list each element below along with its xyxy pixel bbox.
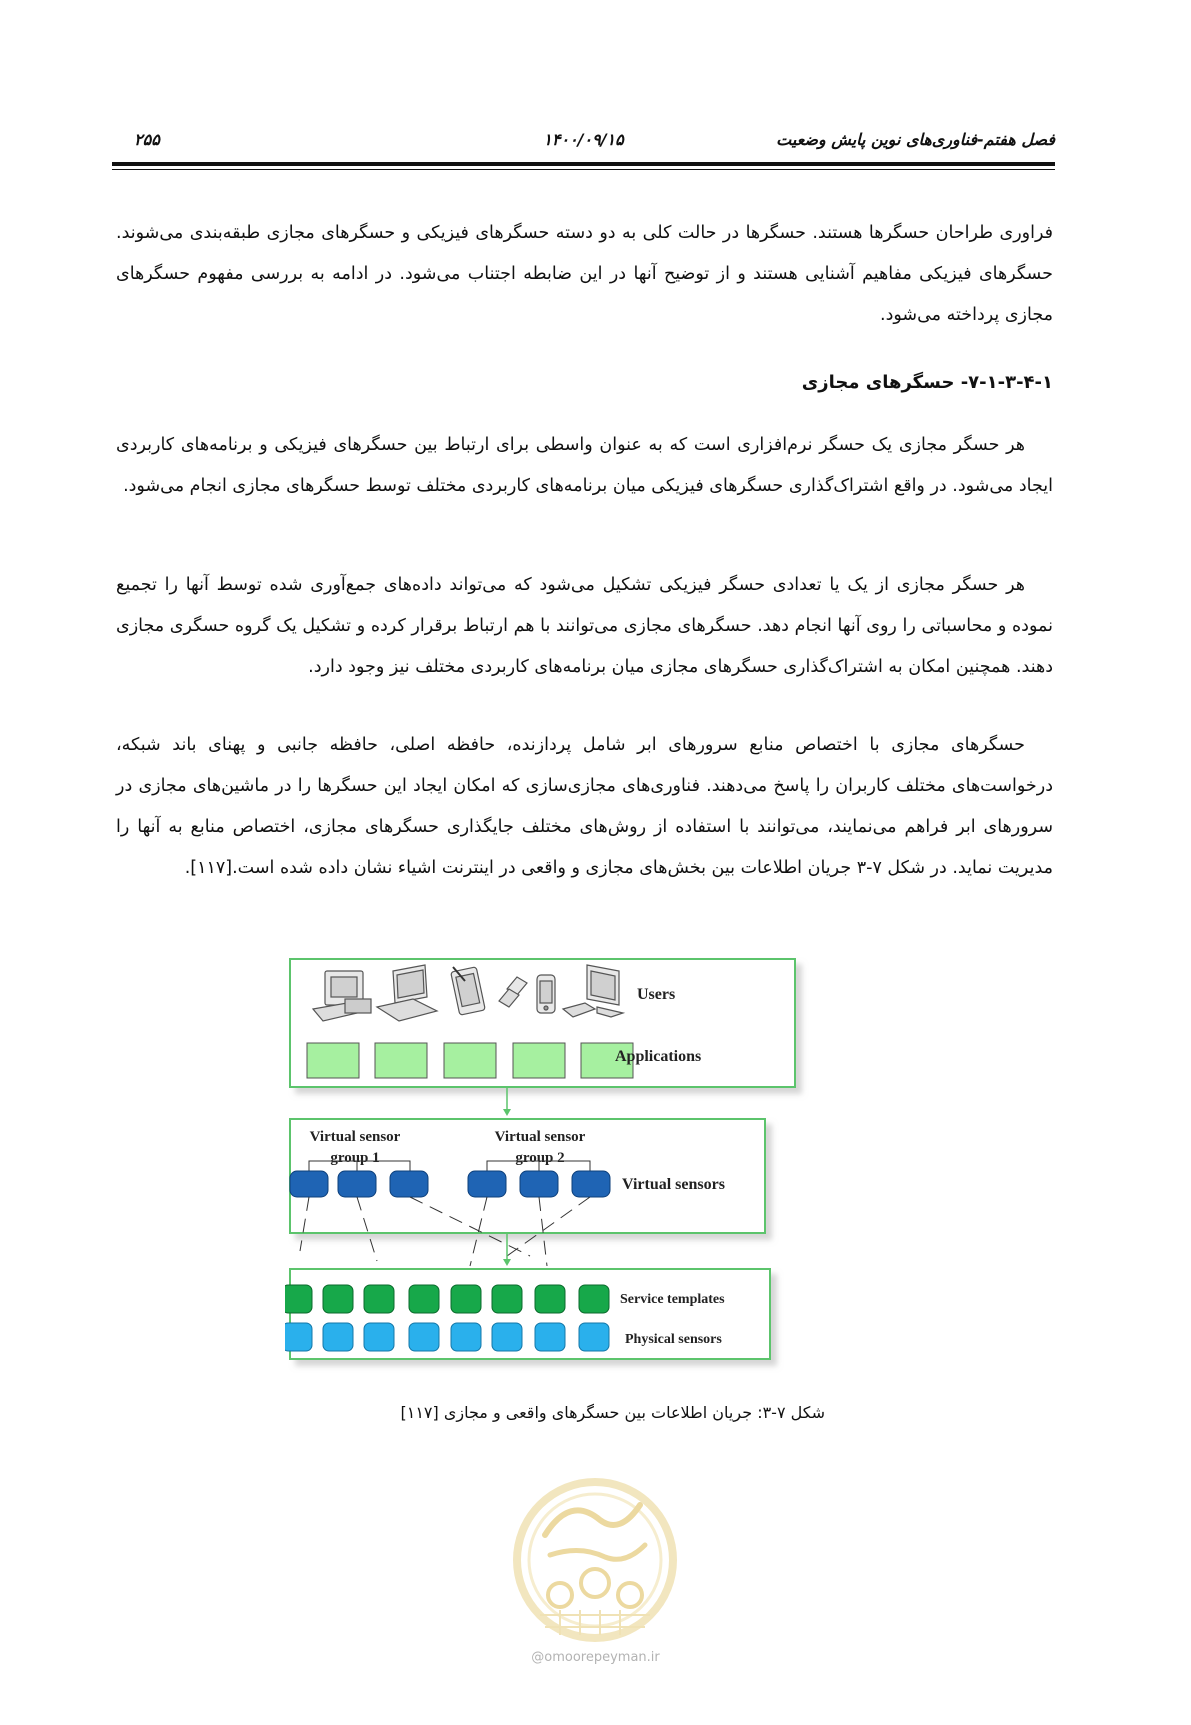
application-box	[307, 1043, 359, 1078]
paragraph-intro	[116, 213, 1053, 336]
physical-sensor-node	[579, 1323, 609, 1351]
header-rule-thin	[112, 169, 1055, 170]
physical-sensor-node	[323, 1323, 353, 1351]
service-template-node	[451, 1285, 481, 1313]
page-number: ۲۵۵	[134, 130, 160, 149]
paragraph-text: حسگرهای مجازی با اختصاص منابع سرورهای ابر شامل پردازنده، حافظه اصلی، حافظه جانبی و پهنای باند شبکه، درخواست‌های مختلف کاربران را پاسخ می‌دهند. فناوری‌های مجازی‌سازی که امکان ایجاد این حسگرها را در ماشین‌های مجازی در سرورهای ابر فراهم می‌نمایند، می‌توانند با استفاده از روش‌های مختلف جایگذاری حسگرهای مجازی، اختصاص منابع به آنها را مدیریت نماید. در شکل ۷-۳ جریان اطلاعات بین بخش‌های مجازی و واقعی در اینترنت اشیاء نشان داده شده است.[۱۱۷].	[116, 735, 1053, 878]
section-heading: ۷-۱-۳-۴-۱- حسگرهای مجازی	[801, 372, 1053, 393]
watermark-logo-icon	[510, 1465, 680, 1725]
virtual-sensor-node	[290, 1171, 328, 1197]
smartphone-icon	[537, 975, 555, 1013]
virtual-sensor-node	[390, 1171, 428, 1197]
virtual-sensor-node	[468, 1171, 506, 1197]
users-label: Users	[637, 986, 676, 1003]
virtual-sensor-node	[520, 1171, 558, 1197]
watermark-url: @omoorepeyman.ir	[531, 1650, 660, 1665]
virtual-sensor-node	[572, 1171, 610, 1197]
paragraph-text: هر حسگر مجازی یک حسگر نرم‌افزاری است که به عنوان واسطی برای ارتباط بین حسگرهای فیزیکی و برنامه‌های کاربردی ایجاد می‌شود. در واقع اشتراک‌گذاری حسگرهای فیزیکی میان برنامه‌های کاربردی مختلف توسط حسگرهای مجازی انجام می‌شود.	[116, 435, 1053, 496]
application-box	[513, 1043, 565, 1078]
flow-arrowhead	[503, 1109, 511, 1116]
applications-label: Applications	[615, 1048, 702, 1065]
vs-group2-line2: group 2	[515, 1150, 565, 1166]
service-templates-label: Service templates	[620, 1292, 725, 1307]
virtual-sensor-node	[338, 1171, 376, 1197]
page-header	[112, 128, 1055, 156]
application-box	[375, 1043, 427, 1078]
service-template-node	[535, 1285, 565, 1313]
application-boxes	[307, 1043, 633, 1078]
service-template-node	[285, 1285, 312, 1313]
physical-sensor-node	[285, 1323, 312, 1351]
service-template-node	[409, 1285, 439, 1313]
paragraph-composition	[116, 565, 1053, 688]
service-template-node	[323, 1285, 353, 1313]
paragraph-definition	[116, 425, 1053, 507]
physical-sensor-node	[492, 1323, 522, 1351]
virtual-sensors-label: Virtual sensors	[622, 1176, 725, 1193]
vs-group2-line1: Virtual sensor	[494, 1129, 586, 1145]
service-template-node	[364, 1285, 394, 1313]
header-rule-thick	[112, 162, 1055, 166]
paragraph-text: هر حسگر مجازی از یک یا تعدادی حسگر فیزیکی تشکیل می‌شود که می‌تواند داده‌های جمع‌آوری شده توسط آنها را تجمیع نموده و محاسباتی را روی آنها انجام دهد. حسگرهای مجازی می‌توانند با هم ارتباط برقرار کرده و تشکیل یک گروه حسگری مجازی دهند. همچنین امکان به اشتراک‌گذاری حسگرهای مجازی میان برنامه‌های کاربردی مختلف نیز وجود دارد.	[116, 575, 1053, 677]
paragraph-resources	[116, 725, 1053, 889]
paragraph-text: فراوری طراحان حسگرها هستند. حسگرها در حالت کلی به دو دسته حسگرهای فیزیکی و حسگرهای مجازی طبقه‌بندی می‌شوند. حسگرهای فیزیکی مفاهیم آشنایی هستند و از توضیح آنها در این ضابطه اجتناب می‌شود. در ادامه به بررسی مفهوم حسگرهای مجازی پرداخته می‌شود.	[116, 223, 1053, 325]
architecture-diagram	[285, 951, 855, 1397]
physical-sensor-node	[451, 1323, 481, 1351]
physical-sensor-node	[535, 1323, 565, 1351]
physical-sensor-node	[409, 1323, 439, 1351]
service-template-node	[492, 1285, 522, 1313]
header-date: ۱۴۰۰/۰۹/۱۵	[543, 130, 624, 149]
physical-sensor-node	[364, 1323, 394, 1351]
vs-group1-line1: Virtual sensor	[309, 1129, 401, 1145]
physical-sensors-label: Physical sensors	[625, 1332, 722, 1347]
vs-group1-line2: group 1	[330, 1150, 380, 1166]
figure-virtual-sensor-architecture	[285, 951, 855, 1397]
chapter-title: فصل هفتم-فناوری‌های نوین پایش وضعیت	[776, 130, 1055, 149]
flow-arrowhead	[503, 1259, 511, 1266]
figure-caption: شکل ۷-۳: جریان اطلاعات بین حسگرهای واقعی و مجازی [۱۱۷]	[400, 1403, 825, 1422]
application-box	[444, 1043, 496, 1078]
service-template-node	[579, 1285, 609, 1313]
